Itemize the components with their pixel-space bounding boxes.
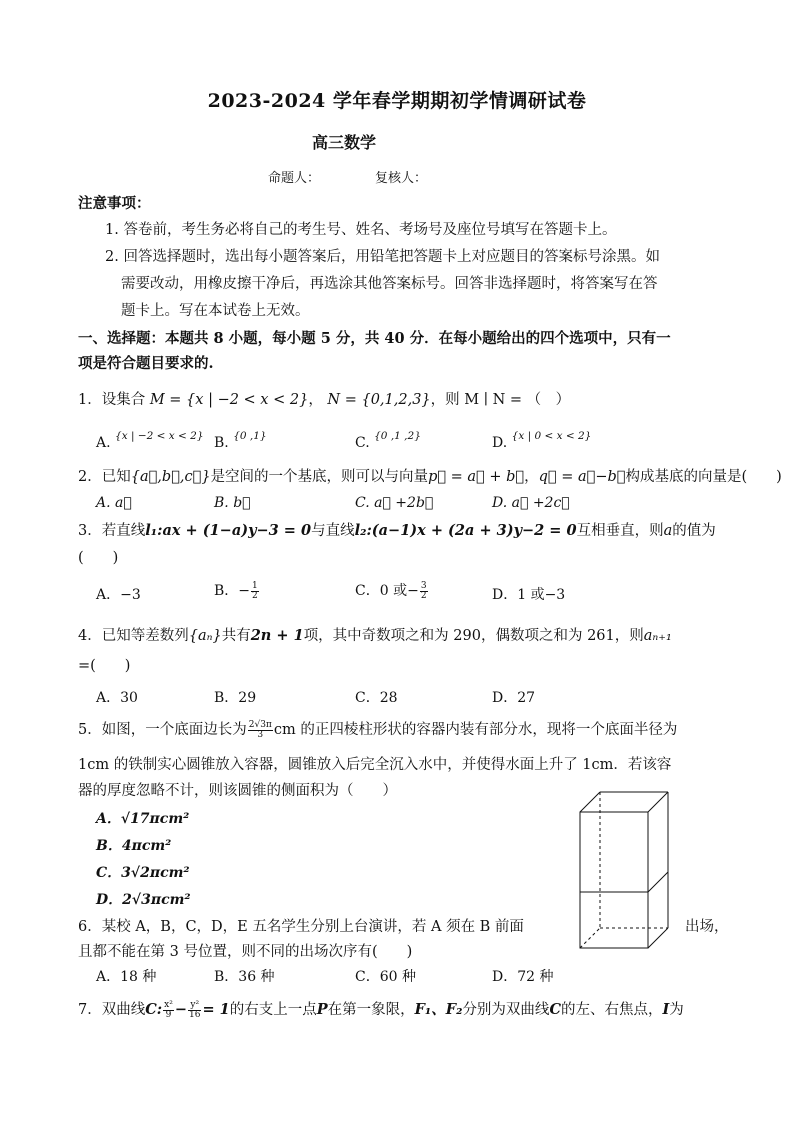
q6-option-d: D．72 种 (492, 969, 554, 985)
q3-option-a: A．−3 (96, 587, 141, 603)
question-5-line-2: 1cm 的铁制实心圆锥放入容器，圆锥放入后完全沉入水中，并使得水面上升了 1cm．若该容 (78, 757, 672, 773)
question-2: 2．已知{a⃗,b⃗,c⃗}是空间的一个基底，则可以与向量p⃗ = a⃗ + b⃗，q⃗ = a⃗−b⃗构成基底的向量是( ) (78, 469, 782, 485)
question-1 (78, 390, 570, 410)
q4-option-c: C．28 (355, 690, 398, 706)
q1-option-a: A. $^{\{x | -2 < x < 2\}}$ (96, 430, 204, 451)
q1-tail: ，则 M ∣ N = （ ） (430, 392, 571, 408)
q4-option-a: A．30 (96, 690, 138, 706)
q3-option-c: C．0 或− $\frac{3}{2}$ (355, 580, 427, 601)
q5-option-b: B．4πcm² (96, 838, 172, 854)
q3-paren: ( ) (78, 550, 119, 566)
q4-term: aₙ₊₁ (643, 628, 672, 644)
question-7: 7．双曲线C: $\frac{\text{x²}}{9}$ − $\frac{\text{y²}}{16}$ = 1的右支上一点P在第一象限，F₁、F₂分别为双曲线C的左、右焦点，I为 (78, 999, 684, 1020)
q1-option-d: D. $^{\{x | 0 < x < 2\}}$ (492, 430, 592, 451)
q3-line-1: l₁:ax + (1−a)y−3 = 0 (145, 522, 312, 539)
question-6-line-1: 6．某校 A，B，C，D，E 五名学生分别上台演讲，若 A 须在 B 前面 (78, 919, 524, 935)
q2-vector-q: q⃗ = a⃗−b⃗ (538, 469, 626, 485)
exam-subtitle: 高三数学 (312, 133, 377, 152)
reviewer-label: 复核人： (375, 171, 428, 186)
notice-item-2-line-3: 题卡上。写在本试卷上无效。 (121, 303, 310, 319)
question-5-line-1: 5．如图，一个底面边长为 $\frac{2√3\pi}{3}$ cm 的正四棱柱形状的容器内装有部分水，现将一个底面半径为 (78, 719, 678, 740)
question-4: 4．已知等差数列{aₙ}共有2n + 1项，其中奇数项之和为 290，偶数项之和为 261，则aₙ₊₁ (78, 627, 672, 644)
q5-option-c: C．3√2πcm² (96, 865, 190, 881)
q2-vector-p: p⃗ = a⃗ + b⃗ (428, 469, 525, 485)
q2-option-c: C. a⃗ +2b⃗ (355, 495, 434, 511)
notice-item-2-line-1: 2. 回答选择题时，选出每小题答案后，用铅笔把答题卡上对应题目的答案标号涂黑。如 (105, 249, 660, 265)
section-1-line-2: 项是符合题目要求的. (78, 355, 214, 372)
q7-foci: F₁、F₂ (414, 1001, 463, 1018)
question-5-line-3: 器的厚度忽略不计，则该圆锥的侧面积为（ ） (78, 783, 397, 799)
q6-option-a: A．18 种 (96, 969, 157, 985)
q4-sequence: {aₙ} (188, 628, 222, 644)
q5-option-d: D．2√3πcm² (96, 892, 191, 908)
q2-option-b: B. b⃗ (214, 495, 251, 511)
notice-heading: 注意事项： (78, 195, 151, 212)
q4-option-d: D．27 (492, 690, 536, 706)
q1-sep: ， (308, 392, 323, 408)
question-6-line-1-tail: 出场， (685, 919, 729, 935)
q1-option-b: B. $^{\{0 ,1\}}$ (214, 430, 267, 451)
question-3: 3．若直线l₁:ax + (1−a)y−3 = 0与直线l₂:(a−1)x + (2a + 3)y−2 = 0互相垂直，则a的值为 (78, 522, 716, 539)
q1-set-n: N = {0,1,2,3} (327, 392, 431, 408)
notice-item-2-line-2: 需要改动，用橡皮擦干净后，再选涂其他答案标号。回答非选择题时，将答案写在答 (121, 276, 658, 292)
q5-option-a: A．√17πcm² (96, 811, 190, 827)
exam-title: 2023-2024 学年春学期期初学情调研试卷 (207, 90, 587, 112)
q3-option-b: B．− $\frac{1}{2}$ (214, 580, 258, 601)
q3-option-d: D．1 或−3 (492, 587, 566, 603)
q2-basis: {a⃗,b⃗,c⃗} (130, 469, 211, 485)
author-label: 命题人： (268, 171, 321, 186)
q1-num: 1．设集合 (78, 392, 146, 408)
q6-option-c: C．60 种 (355, 969, 416, 985)
q4-option-b: B．29 (214, 690, 257, 706)
q6-option-b: B．36 种 (214, 969, 275, 985)
notice-item-1: 1. 答卷前，考生务必将自己的考生号、姓名、考场号及座位号填写在答题卡上。 (105, 222, 617, 238)
q1-set-m: M = {x | −2 < x < 2} (149, 392, 309, 408)
section-1-line-1: 一、选择题：本题共 8 小题，每小题 5 分，共 40 分．在每小题给出的四个选项中，只有一 (78, 330, 671, 347)
q4-line-2: =( ) (78, 658, 131, 674)
q3-line-2: l₂:(a−1)x + (2a + 3)y−2 = 0 (354, 522, 577, 539)
question-6-line-2: 且都不能在第 3 号位置，则不同的出场次序有( ) (78, 944, 413, 960)
q2-option-a: A. a⃗ (96, 495, 132, 511)
q1-option-c: C. $^{\{0 ,1 ,2\}}$ (355, 430, 421, 451)
prism-container-figure (578, 790, 670, 950)
q2-option-d: D. a⃗ +2c⃗ (492, 495, 570, 511)
